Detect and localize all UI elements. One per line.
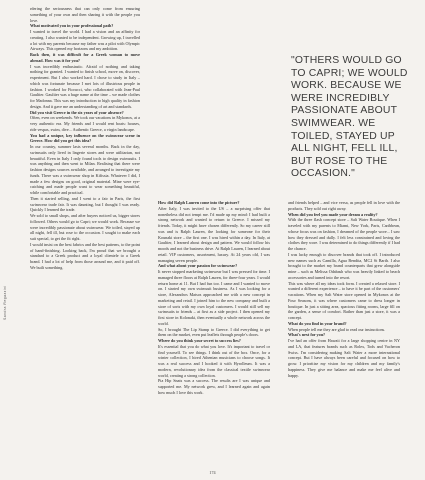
article-column-3 (288, 200, 400, 378)
body-paragraph: I was incredibly enthusiastic. Afraid of nothing and taking nothing for granted. I wanted to finish school, move on, discover, experiment. But I also worked hard. I chose to study in Italy – which was fortunate because I met lots of illustrious people in fashion. I worked for Fiorucci, who collaborated with Jean-Paul Gaultier. Gaultier was a huge name at the time – we made clothes for Madonna. This was my introduction to high quality in fashion design. And it gave me an understanding of art and standards. (30, 63, 140, 109)
body-paragraph: It never stopped marketing swimwear but I was pressed for time. I managed three floors at Ralph Lauren, for three-four years. I would return home at 11. But I had fun too. I came and I wanted to move on. I started my own swimsuit business. As I was looking for a store, Alexandros Matsos approached me with a new concept in marketing and retail. I joined him to the new company and built a store of sorts with my own loyal customers. I would still sell my swimsuits to friends – at first as a side project. I then opened my first store in Kolonaki, then eventually a whole network across the world. (158, 269, 270, 326)
body-paragraph: I've had an offer from Hawaii for a large shopping centre in NY and LA, that features brands such as Rolex, Tods and Vacheron Swiss. I'm considering making Salt Water a more international concept. But I have always been careful and focused on how to grow. I prioritise my vision for my children and my family's happiness. They give me balance and make me feel alive and happy. (288, 338, 400, 378)
interview-question: What do you find in your brand? (288, 320, 347, 326)
body-paragraph: It's essential that you do what you love. It's important to travel or find yourself. To see things. I think out of the box. Once, for a winter collection, I hired Athenian musicians to choose songs. It was a real success and I hooked it with Hyrolleum. It was a modern, revolutionary idea from the classical textile swimwear world, creating a strong collection. (158, 343, 270, 378)
body-paragraph: I would insist on the best fabrics and the best patterns, to the point of hand-finishing. Looking back, I'm proud that we brought a standard to a Greek product and a loyal clientele to a Greek brand. I had a lot of help from those around me, and it paid off. We built something. (30, 241, 140, 270)
interview-question: Back then, it was difficult for a Greek woman to move abroad. How was it for you? (30, 52, 140, 63)
body-paragraph: Often, even on weekends. We took our vacations in Mykonos, at a very authentic era. My friends and I would rent boats: houses, ride vespas, swim, dive... Authentic Greece, a virgin landscape. (30, 115, 140, 132)
body-paragraph: I was lucky enough to discover brands that took off. I introduced new names such as Camilla, Agua Bendita, MC2 St Barth. I also brought to the market my brand counterparts that grew alongside mine – such as Melissa Odabash who was heavily linked to beach accessories and turned into the resort. (288, 251, 400, 280)
body-paragraph: So, I brought The Lip Stamp to Greece. I did everything to get them on the market, even put leaflets through people's doors. (158, 326, 270, 338)
body-paragraph: We sold to small shops, and after buyers noticed us, bigger stores followed. Others would go to Capri; we would work. Because we were incredibly passionate about swimwear. We toiled, stayed up all night, fell ill, but rose to the occasion. I sought to make each suit special, to get the fit right. (30, 213, 140, 241)
interview-question: What motivated you in your professional path? (30, 23, 114, 29)
body-paragraph: I wanted to travel the world. I had a vision and an affinity for creating. I also wanted to be independent. Growing up, I travelled a lot with my parents because my father was a pilot with Olympic Airways. This opened my horizons and my ambition. (30, 29, 140, 52)
body-paragraph: In our country, summer lasts several months. Back in the day, swimsuits only lived in lingerie stores and were utilitarian, not beautiful. Even in Italy I only found tools to design swimsuits. I was anything and then went to Milan. Realising that there were fashion designs sources available, and arranged to investigate my funds. There was a swimwear shop in Kifissia. Whatever I did, I made a few designs on good, original material. Mine were eye-catching and made people want to wear something beautiful, while comfortable and practical. (30, 144, 140, 195)
body-paragraph: This was where all my ideas took form. I created a relaxed store. I wanted a different experience – to have it be part of the customers' vacations. When my Salt Water store opened in Mykonos at the Four Seasons, it was where customers came to dress longer in boutique. In just a sitting area, spacious fitting rooms, large fill on the garden, a sense of comfort. Rather than just a store, it was a concept. (288, 280, 400, 320)
article-column-1 (30, 6, 140, 271)
pull-quote: "OTHERS WOULD GO TO CAPRI; WE WOULD WORK. BECAUSE WE WERE INCREDIBLY PASSIONATE ABOUT SWIMWEAR. WE TOILED, STAYED UP ALL NIGHT, FELL ILL, BUT ROSE TO THE OCCASION." (291, 55, 408, 180)
interview-question: Where do you think your secret to success lies? (158, 338, 241, 343)
article-column-2 (158, 200, 270, 396)
body-paragraph: Pia Hip Snats was a success. The results are I was unique and supported me. My network grew, and I learned again and again how much I love this work. (158, 378, 270, 395)
body-paragraph: rdering the seriousness that can only come from ensuring something of your own and then sharing it with the people you love. (30, 6, 140, 23)
body-paragraph: and friends helped – and vice versa, as people fell in love with the products. They sold out right away. (288, 200, 400, 211)
page-number: 174 (209, 470, 216, 475)
body-paragraph: Then it started selling, and I went to a fair in Paris, the first swimwear trade fair. It was daunting, but I thought I was ready. Quickly I learned the trade. (30, 195, 140, 213)
side-credit: Sandra Regazzini (3, 285, 7, 320)
interview-question: Did you visit Greece in the six years of your absence? (30, 109, 124, 115)
interview-question: When did you feel you made your dream a reality? (288, 211, 378, 217)
interview-question: What's next for you? (288, 332, 326, 338)
body-paragraph: With the three flash concept store – Salt Water Boutique. When I traveled with my parents to Miami, New York, Paris, Caribbean, whose focus was on fashion, I dreamed of the people wore... I saw how they dressed and dully. I felt less constrained and loving the clothes they wore. I was determined to do things differently if I had the chance. (288, 217, 400, 251)
body-paragraph: After Italy, I was invited to the US – a surprising offer that nonetheless did not tempt me. I'd made up my mind: I had built a strong network and wanted to return to Greece. I missed my friends. Today, it might have chosen differently. So my career still was and is Ralph Lauren, the looking for someone for their Kounaki store – the first one. I was hired within a day. In Italy, at Gaultier, I learned about design and pattern. We would follow his moods and not the business drive. At Ralph Lauren, I learned about retail. VIP customers, assortment, luxury. At 24 years old, I was managing seven people. (158, 205, 270, 263)
body-paragraph: When people tell me they are glad to read our instructions. (288, 326, 386, 332)
interview-question: How did Ralph Lauren come into the picture? (158, 200, 240, 205)
interview-question: You had a unique, key influence on the swimwear scene in Greece. How did you get this idea? (30, 132, 140, 144)
interview-question: And what about your passion for swimwear? (158, 263, 238, 269)
